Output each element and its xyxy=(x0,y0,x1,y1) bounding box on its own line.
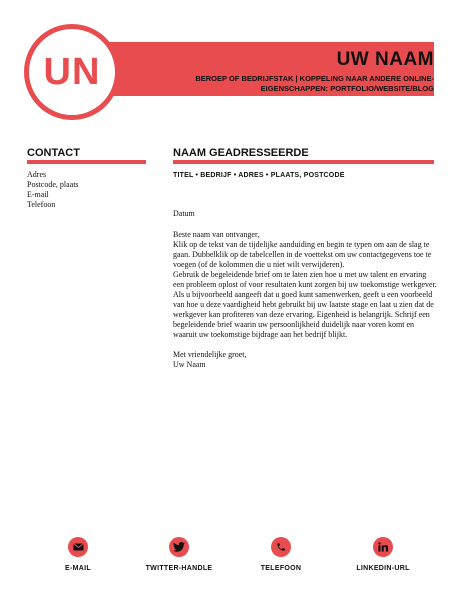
recipient-name[interactable]: NAAM GEADRESSEERDE xyxy=(173,147,309,159)
letter-signature[interactable]: Uw Naam xyxy=(173,360,206,369)
contact-phone[interactable]: Telefoon xyxy=(27,200,56,209)
recipient-divider xyxy=(173,160,434,164)
contact-divider xyxy=(27,160,146,164)
footer-linkedin-label[interactable]: LINKEDIN-URL xyxy=(356,565,410,572)
footer-linkedin xyxy=(328,537,438,572)
contact-address[interactable]: Adres xyxy=(27,170,47,179)
footer-email xyxy=(23,537,133,572)
footer-twitter-label[interactable]: TWITTER-HANDLE xyxy=(145,565,213,572)
footer-phone-label[interactable]: TELEFOON xyxy=(260,565,302,572)
letter-closing[interactable]: Met vriendelijke groet, xyxy=(173,350,247,359)
footer-phone xyxy=(226,537,336,572)
footer-email-label[interactable]: E-MAIL xyxy=(65,565,91,572)
applicant-headline[interactable]: BEROEP OF BEDRIJFSTAK | KOPPELING NAAR ANDERE ONLINE-EIGENSCHAPPEN: PORTFOLIO/WEBSITE/BLOG xyxy=(195,74,434,93)
applicant-name[interactable]: UW NAAM xyxy=(336,49,434,70)
footer-twitter xyxy=(124,537,234,572)
phone-icon xyxy=(271,537,291,557)
linkedin-icon xyxy=(373,537,393,557)
letter-paragraph-1[interactable]: Klik op de tekst van de tijdelijke aanduiding en begin te typen om aan de slag te gaan. Dubbelklik op de tabelcellen in de voettekst om uw contactgegevens toe te voegen (of de kolommen die u niet wilt verwijderen). xyxy=(173,240,432,269)
contact-postcode-city[interactable]: Postcode, plaats xyxy=(27,180,79,189)
monogram-circle xyxy=(24,24,120,120)
twitter-icon xyxy=(169,537,189,557)
monogram-initials[interactable]: UN xyxy=(43,50,101,93)
letter-paragraph-2[interactable]: Gebruik de begeleidende brief om te laten zien hoe u met uw talent en ervaring een probleem oplost of voor resultaten kunt zorgen bij uw toekomstige werkgever. Als u bijvoorbeeld aangeeft dat u goed kunt samenwerken, geeft u een voorbeeld van hoe u deze vaardigheid hebt gebruikt bij uw laatste stage en laat u zien dat de werkgever kan profiteren van deze ervaring. Eigenheid is belangrijk. Schrijf een begeleidende brief waarin uw persoonlijkheid duidelijk naar voren komt en waaruit uw toekomstige bijdrage aan het bedrijf blijkt. xyxy=(173,270,437,339)
contact-email[interactable]: E-mail xyxy=(27,190,49,199)
contact-heading[interactable]: CONTACT xyxy=(27,147,80,159)
contact-list xyxy=(27,170,79,210)
email-icon xyxy=(68,537,88,557)
letter-body xyxy=(173,209,439,370)
recipient-details[interactable]: TITEL • BEDRIJF • ADRES • PLAATS, POSTCODE xyxy=(173,172,345,179)
letter-salutation[interactable]: Beste naam van ontvanger, xyxy=(173,230,260,239)
letter-date[interactable]: Datum xyxy=(173,209,195,218)
